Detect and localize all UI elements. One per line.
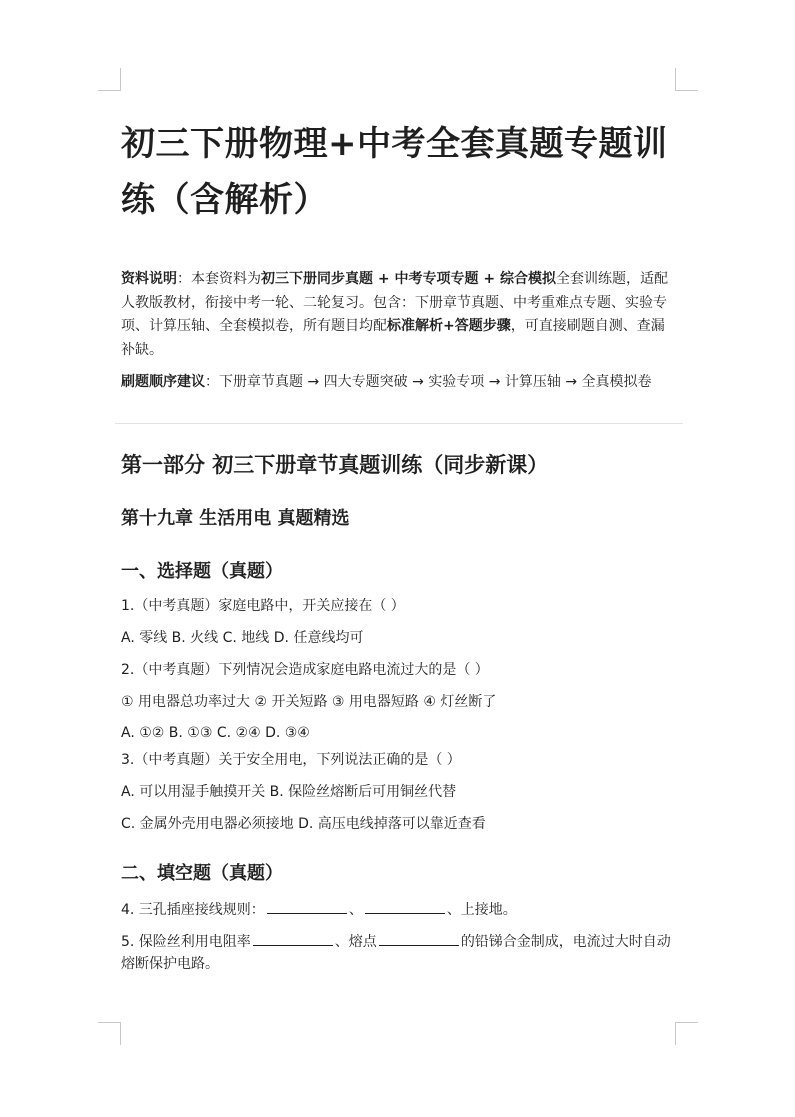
answer-blank[interactable] xyxy=(379,931,459,946)
page-corner-top-left xyxy=(98,68,121,91)
intro-order-label: 刷题顺序建议 xyxy=(121,374,205,390)
fill-question-4 xyxy=(121,899,677,921)
intro-description xyxy=(121,268,677,362)
question-line: 1.（中考真题）家庭电路中，开关应接在（ ） xyxy=(121,597,405,614)
intro-order xyxy=(121,371,677,395)
document-title: 初三下册物理+中考全套真题专题训练（含解析） xyxy=(121,124,668,220)
intro-text-3: ，可直接刷题自测、查漏补缺。 xyxy=(121,318,665,358)
question-line: A. ①② B. ①③ C. ②④ D. ③④ xyxy=(121,724,310,741)
fill-question-5 xyxy=(121,931,677,975)
fill-q5-suffix: 的铅锑合金制成，电流过大时自动熔断保护电路。 xyxy=(121,933,671,972)
intro-order-text: ：下册章节真题 → 四大专题突破 → 实验专项 → 计算压轴 → 全真模拟卷 xyxy=(205,374,652,390)
answer-blank[interactable] xyxy=(253,931,333,946)
answer-blank[interactable] xyxy=(267,899,347,914)
section-heading-fill: 二、填空题（真题） xyxy=(121,862,283,884)
question-line: A. 可以用湿手触摸开关 B. 保险丝熔断后可用铜丝代替 xyxy=(121,783,457,800)
chapter-heading: 第十九章 生活用电 真题精选 xyxy=(121,507,350,529)
question-line: C. 金属外壳用电器必须接地 D. 高压电线掉落可以靠近查看 xyxy=(121,815,486,832)
question-line: A. 零线 B. 火线 C. 地线 D. 任意线均可 xyxy=(121,629,364,646)
intro-text-2: 全套训练题，适配人教版教材，衔接中考一轮、二轮复习。包含：下册章节真题、中考重难点专题、实验专项、计算压轴、全套模拟卷，所有题目均配 xyxy=(121,271,668,334)
page-corner-bottom-right xyxy=(675,1022,698,1045)
question-line: ① 用电器总功率过大 ② 开关短路 ③ 用电器短路 ④ 灯丝断了 xyxy=(121,693,497,710)
intro-bold-2: 标准解析+答题步骤 xyxy=(387,318,511,334)
section-heading-choice: 一、选择题（真题） xyxy=(121,560,283,582)
fill-q4-suffix: 、上接地。 xyxy=(446,901,517,918)
intro-bold-1: 初三下册同步真题 + 中考专项专题 + 综合模拟 xyxy=(261,271,556,287)
page-corner-top-right xyxy=(675,68,698,91)
intro-block xyxy=(121,268,677,395)
answer-blank[interactable] xyxy=(365,899,445,914)
fill-q4-separator: 、 xyxy=(348,901,363,918)
question-line: 3.（中考真题）关于安全用电，下列说法正确的是（ ） xyxy=(121,751,461,768)
question-line: 2.（中考真题）下列情况会造成家庭电路电流过大的是（ ） xyxy=(121,661,489,678)
section-divider xyxy=(115,423,683,424)
fill-q5-middle: 、熔点 xyxy=(334,933,377,950)
document-body xyxy=(121,116,677,975)
fill-q5-prefix: 5. 保险丝利用电阻率 xyxy=(121,933,251,950)
fill-q4-prefix: 4. 三孔插座接线规则： xyxy=(121,901,265,918)
part-heading: 第一部分 初三下册章节真题训练（同步新课） xyxy=(121,452,549,477)
intro-description-label: 资料说明 xyxy=(121,271,177,287)
page-corner-bottom-left xyxy=(98,1022,121,1045)
intro-text-1: ：本套资料为 xyxy=(177,271,261,287)
